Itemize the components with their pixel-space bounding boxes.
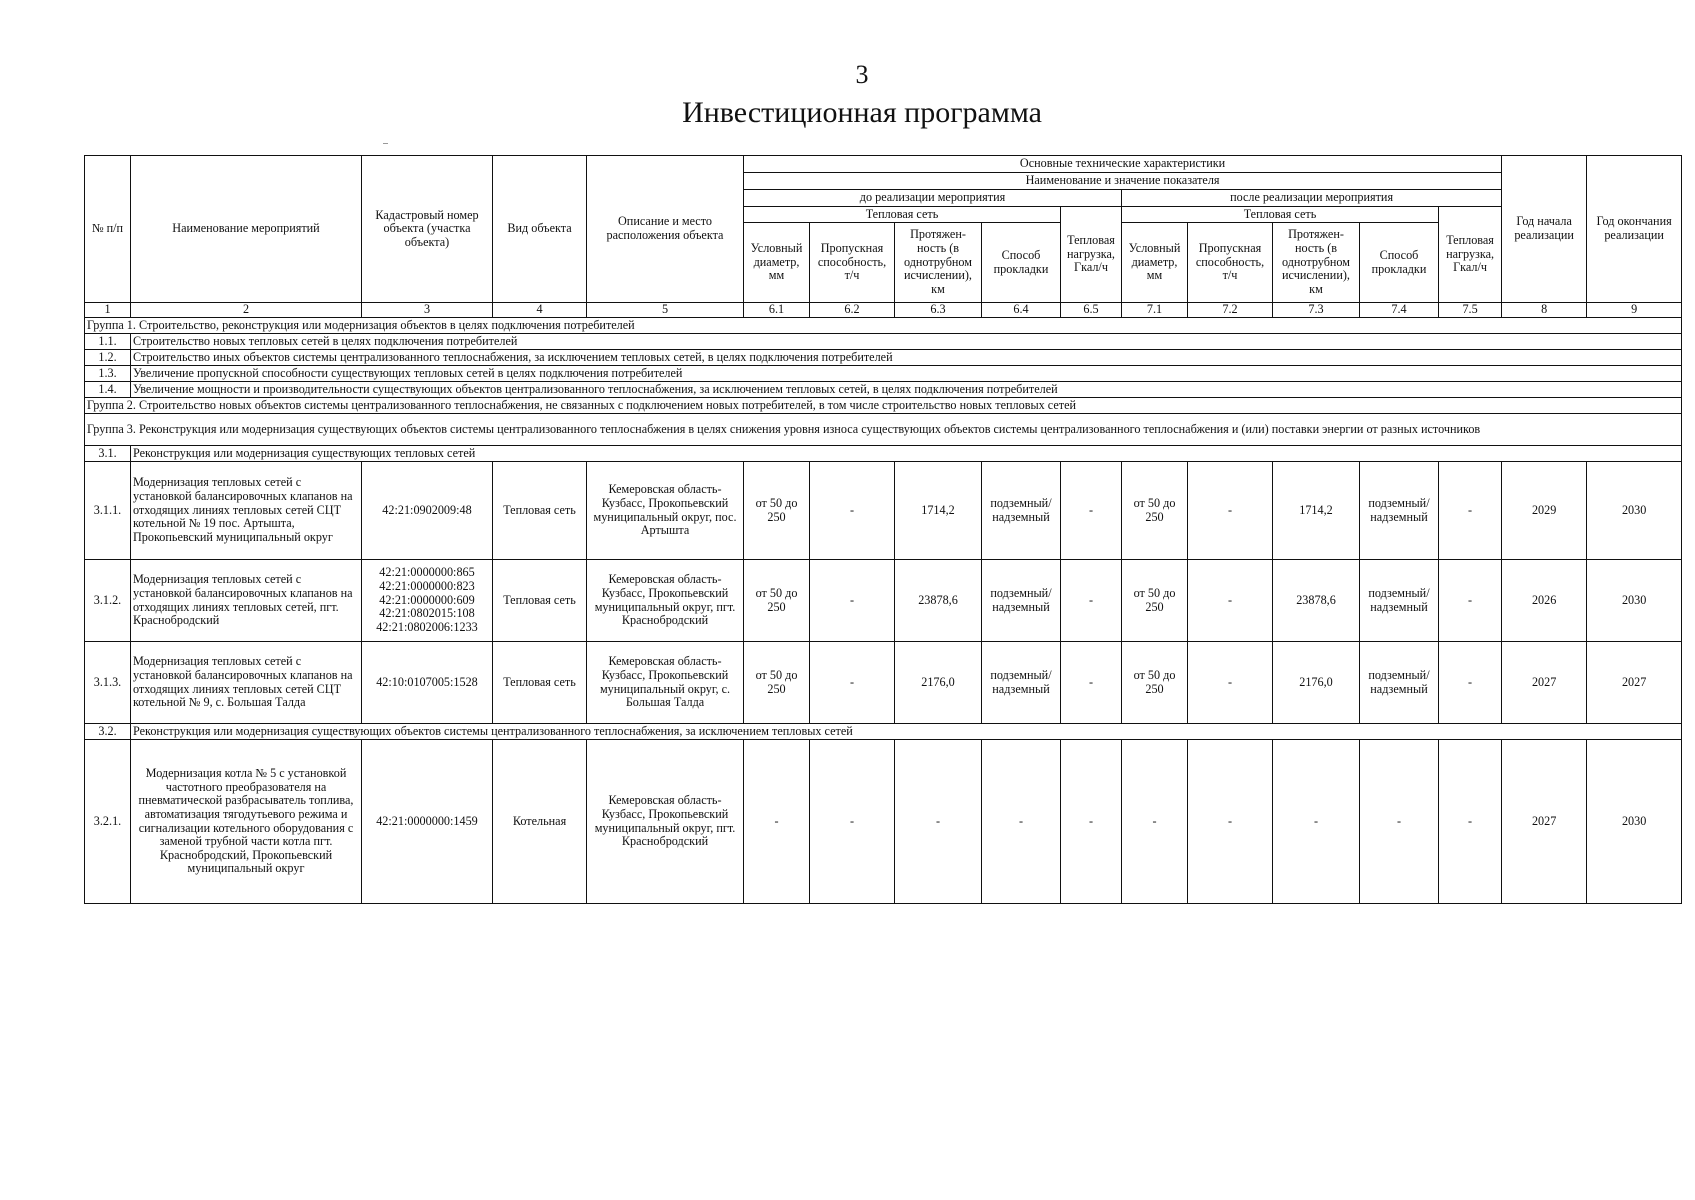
row-method-2: подземный/ надземный <box>1360 560 1439 642</box>
section-title: Увеличение мощности и производительности существующих объектов централизованного теплоснабжения, за исключением тепловых сетей, в целях подключения потребителей <box>131 382 1682 398</box>
row-cadastral: 42:21:0000000:1459 <box>362 740 493 904</box>
section-num: 1.4. <box>85 382 131 398</box>
header-load-2: Тепловая нагрузка, Гкал/ч <box>1439 207 1502 303</box>
row-length: - <box>895 740 982 904</box>
section-title: Увеличение пропускной способности существующих тепловых сетей в целях подключения потребителей <box>131 366 1682 382</box>
row-type: Тепловая сеть <box>493 560 587 642</box>
header-heat-net-before: Тепловая сеть <box>744 207 1061 223</box>
col-num: 7.3 <box>1273 303 1360 318</box>
page-title: Инвестиционная программа <box>682 96 1042 129</box>
col-num: 4 <box>493 303 587 318</box>
col-num: 1 <box>85 303 131 318</box>
row-method: подземный/ надземный <box>982 462 1061 560</box>
row-type: Тепловая сеть <box>493 462 587 560</box>
page-number: 3 <box>855 60 869 89</box>
row-type: Котельная <box>493 740 587 904</box>
section-num: 3.1. <box>85 446 131 462</box>
row-length-2: 23878,6 <box>1273 560 1360 642</box>
header-cadastral: Кадастровый номер объекта (участка объекта) <box>362 156 493 303</box>
row-load-2: - <box>1439 642 1502 724</box>
row-diam: от 50 до 250 <box>744 560 810 642</box>
row-length-2: 1714,2 <box>1273 462 1360 560</box>
row-cadastral: 42:10:0107005:1528 <box>362 642 493 724</box>
header-main-tech: Основные технические характеристики <box>744 156 1502 173</box>
row-method: подземный/ надземный <box>982 560 1061 642</box>
col-num: 6.3 <box>895 303 982 318</box>
col-num: 6.2 <box>810 303 895 318</box>
row-length-2: 2176,0 <box>1273 642 1360 724</box>
row-diam-2: от 50 до 250 <box>1122 560 1188 642</box>
col-num: 7.1 <box>1122 303 1188 318</box>
section-title: Строительство новых тепловых сетей в целях подключения потребителей <box>131 334 1682 350</box>
row-load-2: - <box>1439 560 1502 642</box>
header-name-value: Наименование и значение показателя <box>744 173 1502 190</box>
row-diam: от 50 до 250 <box>744 462 810 560</box>
header-method: Способ прокладки <box>982 223 1061 303</box>
row-length: 1714,2 <box>895 462 982 560</box>
row-throughput-2: - <box>1188 740 1273 904</box>
header-after: после реализации мероприятия <box>1122 190 1502 207</box>
row-type: Тепловая сеть <box>493 642 587 724</box>
row-length: 2176,0 <box>895 642 982 724</box>
row-num: 3.1.1. <box>85 462 131 560</box>
row-load-2: - <box>1439 462 1502 560</box>
header-diam: Условный диаметр, мм <box>744 223 810 303</box>
row-year-start: 2027 <box>1502 740 1587 904</box>
header-method-2: Способ прокладки <box>1360 223 1439 303</box>
header-type: Вид объекта <box>493 156 587 303</box>
header-load: Тепловая нагрузка, Гкал/ч <box>1061 207 1122 303</box>
col-num: 9 <box>1587 303 1682 318</box>
row-diam: от 50 до 250 <box>744 642 810 724</box>
row-cadastral: 42:21:0902009:48 <box>362 462 493 560</box>
row-diam-2: от 50 до 250 <box>1122 462 1188 560</box>
row-desc: Кемеровская область-Кузбасс, Прокопьевский муниципальный округ, пос. Артышта <box>587 462 744 560</box>
section-title: Строительство иных объектов системы централизованного теплоснабжения, за исключением тепловых сетей, в целях подключения потребителей <box>131 350 1682 366</box>
row-name: Модернизация тепловых сетей с установкой балансировочных клапанов на отходящих линиях тепловых сетей СЦТ котельной № 9, с. Большая Талда <box>131 642 362 724</box>
row-throughput: - <box>810 740 895 904</box>
header-throughput-2: Пропускная способность, т/ч <box>1188 223 1273 303</box>
row-load: - <box>1061 462 1122 560</box>
header-heat-net-after: Тепловая сеть <box>1122 207 1439 223</box>
section-num: 1.1. <box>85 334 131 350</box>
table-row <box>85 642 1682 724</box>
header-diam-2: Условный диаметр, мм <box>1122 223 1188 303</box>
header-year-start: Год начала реализации <box>1502 156 1587 303</box>
col-num: 5 <box>587 303 744 318</box>
row-name: Модернизация тепловых сетей с установкой балансировочных клапанов на отходящих линиях тепловых сетей, пгт. Краснобродский <box>131 560 362 642</box>
group-1-title: Группа 1. Строительство, реконструкция или модернизация объектов в целях подключения потребителей <box>85 318 1682 334</box>
section-num: 3.2. <box>85 724 131 740</box>
row-load: - <box>1061 642 1122 724</box>
row-cadastral: 42:21:0000000:865 42:21:0000000:823 42:21:0000000:609 42:21:0802015:108 42:21:0802006:1233 <box>362 560 493 642</box>
row-throughput: - <box>810 462 895 560</box>
col-num: 6.1 <box>744 303 810 318</box>
divider <box>383 143 388 144</box>
table-row <box>85 560 1682 642</box>
row-throughput-2: - <box>1188 560 1273 642</box>
row-length-2: - <box>1273 740 1360 904</box>
section-title: Реконструкция или модернизация существующих тепловых сетей <box>131 446 1682 462</box>
row-num: 3.1.2. <box>85 560 131 642</box>
row-desc: Кемеровская область-Кузбасс, Прокопьевский муниципальный округ, с. Большая Талда <box>587 642 744 724</box>
row-method-2: подземный/ надземный <box>1360 462 1439 560</box>
col-num: 2 <box>131 303 362 318</box>
row-desc: Кемеровская область-Кузбасс, Прокопьевский муниципальный округ, пгт. Краснобродский <box>587 560 744 642</box>
header-before: до реализации мероприятия <box>744 190 1122 207</box>
row-method: - <box>982 740 1061 904</box>
col-num: 8 <box>1502 303 1587 318</box>
row-year-end: 2030 <box>1587 462 1682 560</box>
header-length-2: Протяжен-ность (в однотрубном исчислении), км <box>1273 223 1360 303</box>
row-load: - <box>1061 740 1122 904</box>
row-load-2: - <box>1439 740 1502 904</box>
header-desc: Описание и место расположения объекта <box>587 156 744 303</box>
col-num: 7.4 <box>1360 303 1439 318</box>
col-num: 7.2 <box>1188 303 1273 318</box>
row-throughput-2: - <box>1188 462 1273 560</box>
row-length: 23878,6 <box>895 560 982 642</box>
row-name: Модернизация котла № 5 с установкой частотного преобразователя на пневматической разбрасыватель топлива, автоматизация тягодутьевого режима и сигнализации котельного оборудования с заменой трубной части котла пгт. Краснобродский, Прокопьевский муниципальный округ <box>131 740 362 904</box>
header-year-end: Год окончания реализации <box>1587 156 1682 303</box>
row-method-2: подземный/ надземный <box>1360 642 1439 724</box>
row-throughput-2: - <box>1188 642 1273 724</box>
group-2-title: Группа 2. Строительство новых объектов системы централизованного теплоснабжения, не связанных с подключением новых потребителей, в том числе строительство новых тепловых сетей <box>85 398 1682 414</box>
col-num: 6.4 <box>982 303 1061 318</box>
row-desc: Кемеровская область-Кузбасс, Прокопьевский муниципальный округ, пгт. Краснобродский <box>587 740 744 904</box>
row-throughput: - <box>810 560 895 642</box>
row-year-start: 2029 <box>1502 462 1587 560</box>
investment-table <box>84 155 1682 904</box>
row-diam-2: от 50 до 250 <box>1122 642 1188 724</box>
section-title: Реконструкция или модернизация существующих объектов системы централизованного теплоснабжения, за исключением тепловых сетей <box>131 724 1682 740</box>
row-num: 3.1.3. <box>85 642 131 724</box>
row-diam-2: - <box>1122 740 1188 904</box>
section-num: 1.3. <box>85 366 131 382</box>
table-row <box>85 740 1682 904</box>
header-length: Протяжен-ность (в однотрубном исчислении), км <box>895 223 982 303</box>
row-year-end: 2027 <box>1587 642 1682 724</box>
row-method: подземный/ надземный <box>982 642 1061 724</box>
col-num: 3 <box>362 303 493 318</box>
section-num: 1.2. <box>85 350 131 366</box>
header-throughput: Пропускная способность, т/ч <box>810 223 895 303</box>
header-num: № п/п <box>85 156 131 303</box>
table-row <box>85 462 1682 560</box>
row-num: 3.2.1. <box>85 740 131 904</box>
row-year-start: 2026 <box>1502 560 1587 642</box>
row-throughput: - <box>810 642 895 724</box>
column-number-row <box>85 303 1682 318</box>
group-3-title: Группа 3. Реконструкция или модернизация существующих объектов системы централизованного теплоснабжения в целях снижения уровня износа существующих объектов системы централизованного теплоснабжения и (или) поставки энергии от разных источников <box>85 414 1682 446</box>
row-year-start: 2027 <box>1502 642 1587 724</box>
row-diam: - <box>744 740 810 904</box>
row-year-end: 2030 <box>1587 740 1682 904</box>
row-year-end: 2030 <box>1587 560 1682 642</box>
row-load: - <box>1061 560 1122 642</box>
row-name: Модернизация тепловых сетей с установкой балансировочных клапанов на отходящих линиях тепловых сетей СЦТ котельной № 19 пос. Артышта, Прокопьевский муниципальный округ <box>131 462 362 560</box>
col-num: 7.5 <box>1439 303 1502 318</box>
col-num: 6.5 <box>1061 303 1122 318</box>
header-name: Наименование мероприятий <box>131 156 362 303</box>
row-method-2: - <box>1360 740 1439 904</box>
